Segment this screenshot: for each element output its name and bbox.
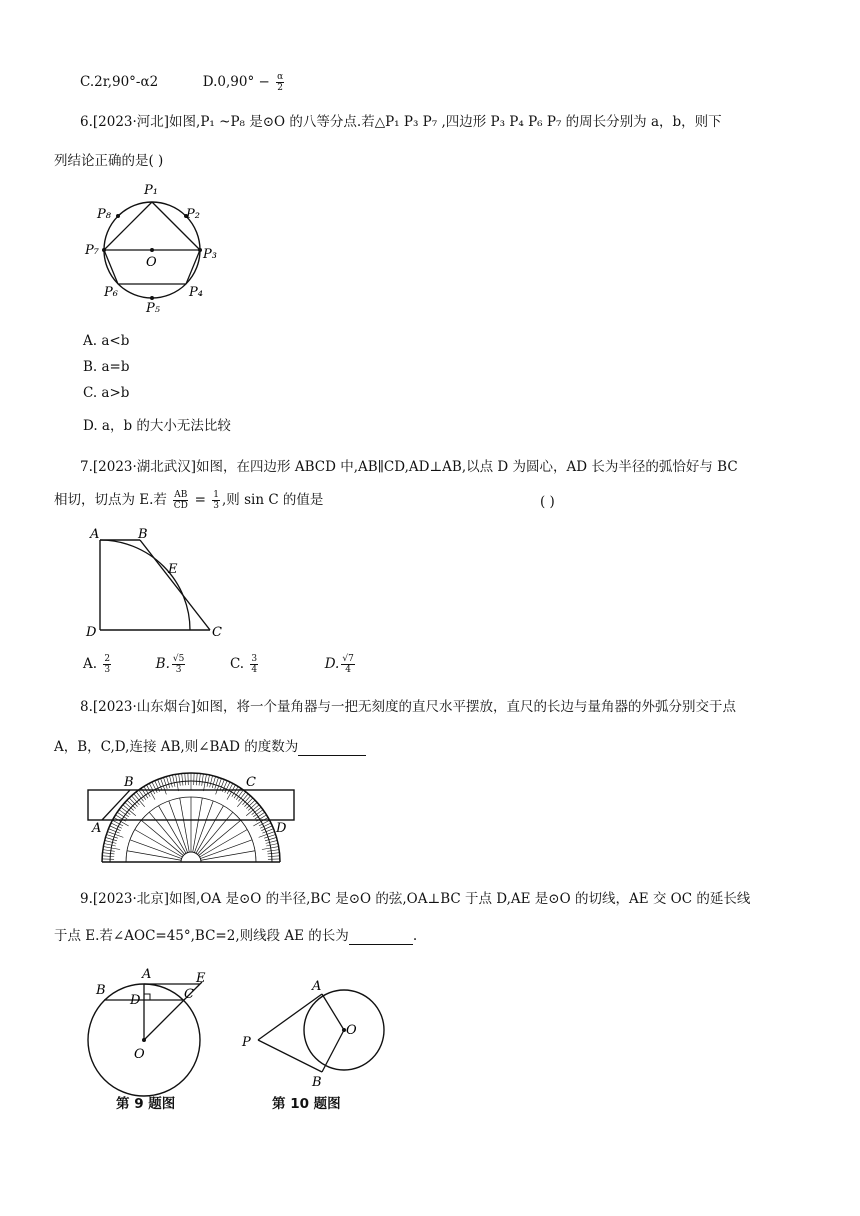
q8-protractor-tick — [119, 810, 129, 817]
q8-protractor-tick — [196, 773, 197, 785]
q8-figure — [86, 768, 306, 872]
q6-figure — [80, 180, 230, 324]
q8-protractor-tick — [179, 774, 181, 786]
q6-label-p3: P₃ — [203, 247, 217, 262]
q8-protractor-rays — [127, 797, 255, 860]
q7-label-d: D — [86, 625, 97, 640]
q6-label-p6: P₆ — [104, 285, 118, 300]
q6-p8-dot — [116, 214, 120, 218]
q5-option-c: C.2r,90°-α2 — [80, 74, 159, 90]
q10-tangent-pa — [258, 994, 322, 1040]
q8-protractor-tick — [169, 776, 172, 788]
q5-option-d: D.0,90° − $\frac{\alpha}{2}$ — [202, 72, 284, 93]
q8-protractor-tick — [182, 773, 183, 785]
q8-answer-blank — [298, 739, 366, 756]
q6-label-p4: P₄ — [189, 285, 203, 300]
q8-segment-ab — [102, 790, 130, 820]
q8-protractor-tick — [265, 837, 277, 840]
q6-p3-dot — [198, 248, 202, 252]
q6-option-b: B. a=b — [83, 359, 130, 375]
q10-figure-caption: 第 10 题图 — [272, 1096, 341, 1112]
q8-protractor-tick — [253, 810, 263, 817]
q8-protractor-tick — [260, 823, 271, 828]
q8-protractor-tick — [215, 777, 219, 788]
q8-protractor-tick — [106, 834, 117, 838]
q6-label-p1: P₁ — [144, 183, 158, 198]
q8-protractor-tick — [266, 840, 278, 843]
q8-protractor-tick — [103, 850, 115, 852]
q8-protractor-tick — [139, 790, 146, 800]
q10-tangent-pb — [258, 1040, 322, 1072]
q7-ratio-value: $\frac{1}{3}$ — [213, 490, 219, 511]
q7-answer-paren: ( ) — [540, 494, 555, 510]
q6-option-a: A. a<b — [83, 333, 130, 349]
q8-protractor-tick — [105, 840, 117, 843]
q5-option-d-fraction: $\frac{\alpha}{2}$ — [277, 72, 284, 93]
q10-segment-ob — [322, 1030, 344, 1072]
q6-option-c: C. a>b — [83, 385, 130, 401]
q8-protractor-tick — [172, 775, 174, 787]
q8-protractor-tick — [185, 773, 186, 785]
q6-segment-p6p7 — [104, 250, 118, 284]
q6-octagon-diagram — [80, 180, 230, 320]
q7-option-d: D. $\frac{√7}{4}$ — [324, 654, 354, 675]
q6-label-p2: P₂ — [186, 207, 200, 222]
q10-figure — [236, 972, 386, 1096]
q7-options — [83, 654, 357, 675]
q7-stem-line2: 相切，切点为 E.若 $\frac{AB}{CD}$ = $\frac{1}{3}$ ,则 sin C 的值是 — [54, 490, 324, 511]
q10-label-o: O — [346, 1023, 357, 1038]
q8-label-a: A — [92, 821, 102, 836]
q8-protractor-tick — [225, 782, 230, 793]
q6-stem-line1: 6.[2023·河北]如图,P₁ ~P₈ 是⊙O 的八等分点.若△P₁ P₃ P₇ ,四边形 P₃ P₄ P₆ P₇ 的周长分别为 a，b，则下 — [80, 114, 722, 130]
q6-p7-dot — [102, 248, 106, 252]
q8-protractor-tick — [268, 853, 280, 854]
q8-protractor-tick — [105, 837, 117, 840]
q7-trapezoid-diagram — [82, 526, 232, 646]
q8-protractor-tick — [255, 812, 265, 819]
q6-label-p7: P₇ — [85, 243, 99, 258]
q8-protractor-tick — [264, 834, 275, 838]
q6-segment-p3p4 — [186, 250, 200, 284]
q9-label-e: E — [196, 971, 206, 986]
q7-option-b: B. $\frac{√5}{3}$ — [155, 654, 185, 675]
q8-protractor-tick — [199, 773, 200, 785]
q8-protractor-tick — [207, 775, 209, 787]
q7-stem-line1: 7.[2023·湖北武汉]如图，在四边形 ABCD 中,AB∥CD,AD⊥AB,以点 D 为圆心，AD 长为半径的弧恰好与 BC — [80, 459, 738, 475]
q6-stem-line2: 列结论正确的是( ) — [54, 153, 164, 169]
q5-options — [80, 72, 286, 93]
q8-protractor-tick — [104, 843, 116, 845]
q8-stem-line1: 8.[2023·山东烟台]如图，将一个量角器与一把无刻度的直尺水平摆放，直尺的长边与量角器的外弧分别交于点 — [80, 699, 737, 715]
q7-figure — [82, 526, 232, 650]
q9-label-b: B — [96, 983, 106, 998]
q8-protractor-tick — [236, 790, 243, 800]
q10-circle-diagram — [236, 972, 386, 1092]
q6-p5-dot — [150, 296, 154, 300]
q6-label-p5: P₅ — [146, 301, 160, 316]
q7-ratio-fraction: $\frac{AB}{CD}$ — [173, 490, 188, 511]
q10-label-p: P — [242, 1035, 251, 1050]
q6-option-d: D. a，b 的大小无法比较 — [83, 418, 231, 434]
q9-label-o: O — [134, 1047, 145, 1062]
q8-protractor-tick — [166, 776, 169, 788]
q8-protractor-diagram — [86, 768, 306, 868]
q7-arc — [100, 540, 190, 630]
q8-protractor-tick — [102, 853, 114, 854]
q9-label-a: A — [142, 967, 152, 982]
q8-protractor-tick — [266, 843, 278, 845]
q8-protractor-tick — [267, 850, 279, 852]
q9-stem-line1: 9.[2023·北京]如图,OA 是⊙O 的半径,BC 是⊙O 的弦,OA⊥BC 于点 D,AE 是⊙O 的切线，AE 交 OC 的延长线 — [80, 891, 751, 907]
q8-protractor-tick — [210, 776, 213, 788]
q9-center-dot — [142, 1038, 146, 1042]
q7-option-c: C. $\frac{3}{4}$ — [229, 654, 258, 675]
q7-option-a: A. $\frac{2}{3}$ — [83, 654, 111, 675]
q7-label-a: A — [90, 527, 100, 542]
q9-right-angle-mark — [144, 994, 150, 1000]
q8-protractor-tick — [117, 812, 127, 819]
q8-stem-line2: A，B，C,D,连接 AB,则∠BAD 的度数为 — [54, 735, 366, 756]
q8-protractor-tick — [102, 856, 114, 857]
q8-protractor-tick — [202, 774, 204, 786]
q10-label-b: B — [312, 1075, 322, 1090]
q9-answer-blank — [349, 928, 413, 945]
q8-protractor-tick — [212, 776, 215, 788]
q8-protractor-tick — [152, 782, 157, 793]
q10-label-a: A — [312, 979, 322, 994]
q8-label-b: B — [124, 775, 134, 790]
q9-stem-line2: 于点 E.若∠AOC=45°,BC=2,则线段 AE 的长为 . — [54, 928, 418, 944]
q9-figure-caption: 第 9 题图 — [116, 1096, 176, 1112]
q7-label-b: B — [138, 527, 148, 542]
q9-label-d: D — [130, 993, 141, 1008]
q7-label-e: E — [168, 562, 178, 577]
q6-label-p8: P₈ — [97, 207, 111, 222]
q6-label-o: O — [146, 255, 157, 270]
q9-label-c: C — [184, 987, 194, 1002]
q6-center-dot — [150, 248, 154, 252]
q7-side-bc — [140, 540, 210, 630]
q7-label-c: C — [212, 625, 222, 640]
q8-label-d: D — [276, 821, 287, 836]
q8-protractor-tick — [268, 856, 280, 857]
q8-label-c: C — [246, 775, 256, 790]
q10-segment-ao — [322, 994, 344, 1030]
q8-protractor-tick — [111, 823, 122, 828]
q8-protractor-tick — [163, 777, 167, 788]
